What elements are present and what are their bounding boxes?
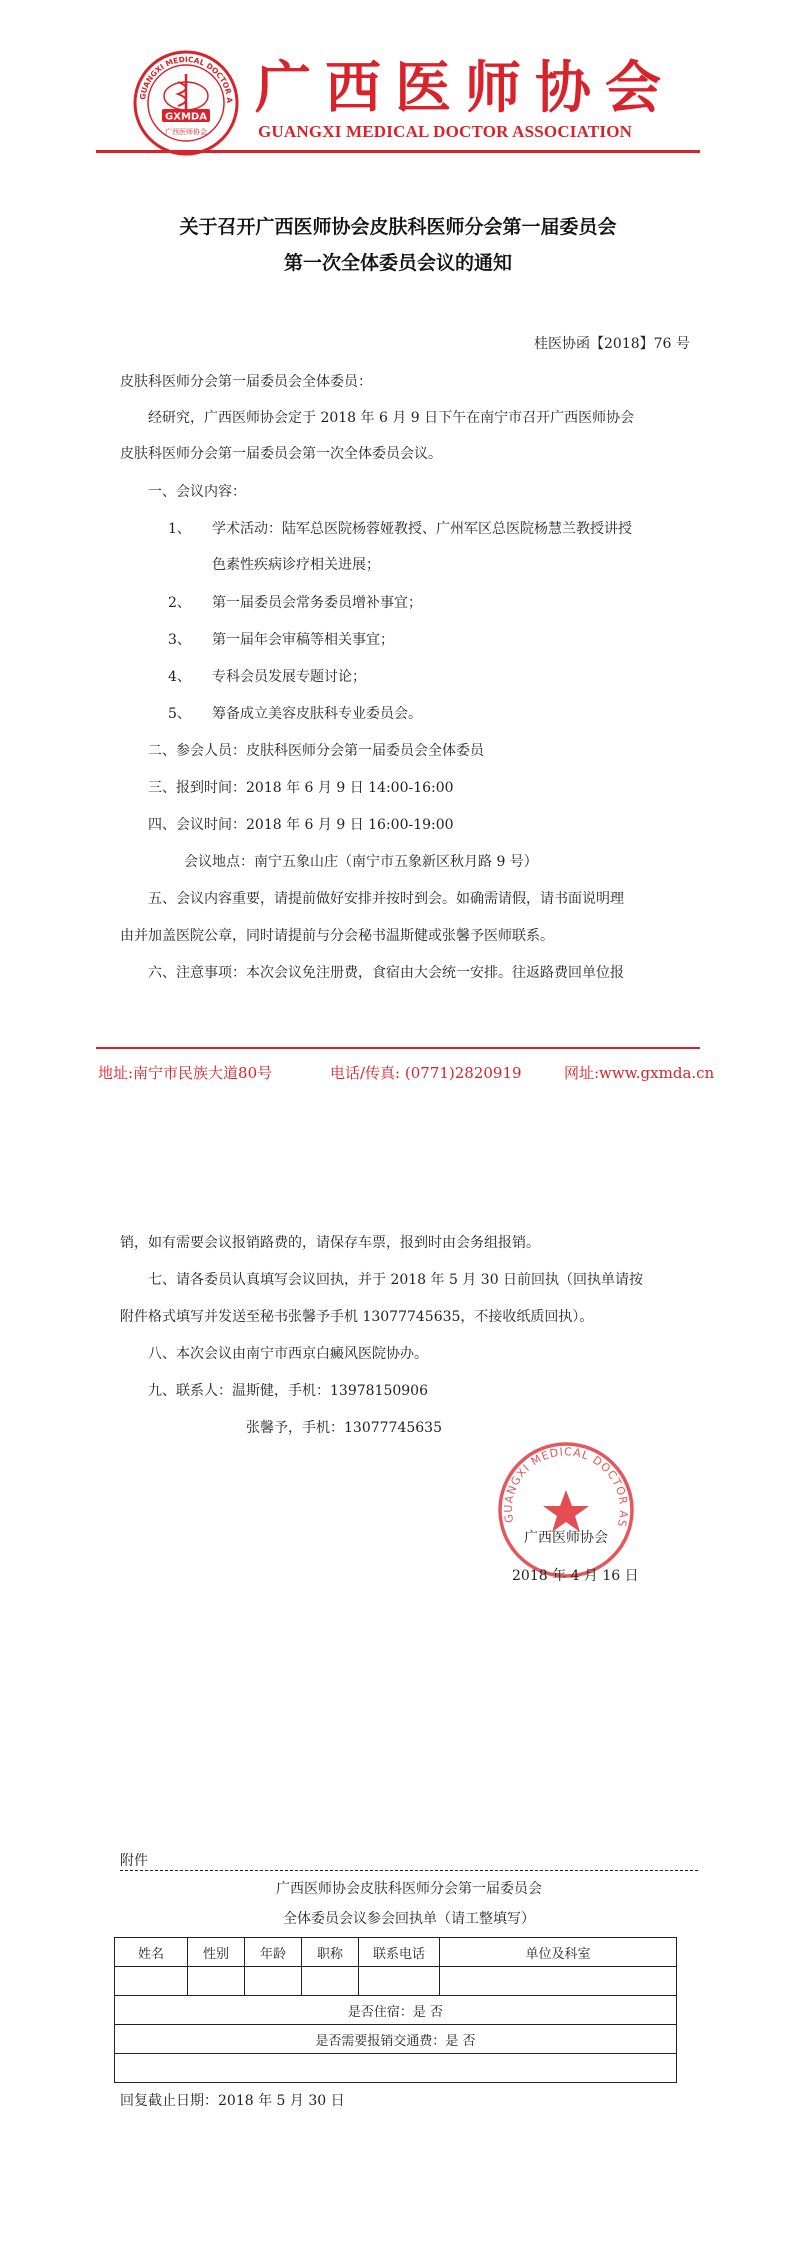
section3-checkin: 三、报到时间：2018 年 6 月 9 日 14:00-16:00 bbox=[148, 780, 454, 796]
agenda-item-number: 5、 bbox=[168, 706, 191, 722]
agenda-item-text: 学术活动：陆军总医院杨蓉娅教授、广州军区总医院杨慧兰教授讲授 bbox=[212, 521, 632, 537]
salutation: 皮肤科医师分会第一届委员会全体委员： bbox=[120, 374, 372, 390]
column-header: 性别 bbox=[188, 1938, 245, 1967]
logo-abbr: GXMDA bbox=[165, 111, 207, 123]
signature-date: 2018 年 4 月 16 日 bbox=[512, 1568, 639, 1584]
blank-row[interactable] bbox=[115, 2054, 677, 2083]
agenda-item-text: 筹备成立美容皮肤科专业委员会。 bbox=[212, 706, 422, 722]
attachment-title-line2: 全体委员会议参会回执单（请工整填写） bbox=[283, 1911, 535, 1927]
agenda-item-number: 2、 bbox=[168, 595, 191, 611]
intro-line1: 经研究，广西医师协会定于 2018 年 6 月 9 日下午在南宁市召开广西医师协会 bbox=[148, 410, 635, 426]
association-logo bbox=[133, 50, 239, 156]
section7-line1: 七、请各委员认真填写会议回执，并于 2018 年 5 月 30 日前回执（回执单请按 bbox=[148, 1272, 644, 1288]
section2-attendees: 二、参会人员：皮肤科医师分会第一届委员会全体委员 bbox=[148, 743, 484, 759]
footer-address: 地址:南宁市民族大道80号 bbox=[98, 1064, 273, 1082]
title-cell[interactable] bbox=[302, 1967, 359, 1996]
section1-title: 一、会议内容： bbox=[148, 484, 246, 500]
reimburse-question[interactable]: 是否需要报销交通费：是 否 bbox=[115, 2025, 677, 2054]
document-number: 桂医协函【2018】76 号 bbox=[534, 336, 690, 352]
seal-ring-text: GUANGXI MEDICAL DOCTOR AS bbox=[501, 1445, 631, 1529]
section7-line2: 附件格式填写并发送至秘书张馨予手机 13077745635，不接收纸质回执）。 bbox=[120, 1309, 594, 1325]
section4-meeting-time: 四、会议时间：2018 年 6 月 9 日 16:00-19:00 bbox=[148, 817, 454, 833]
header-divider bbox=[96, 150, 700, 153]
phone-cell[interactable] bbox=[359, 1967, 440, 1996]
section6-line2: 销，如有需要会议报销路费的，请保存车票，报到时由会务组报销。 bbox=[120, 1235, 540, 1251]
agenda-item-text: 专科会员发展专题讨论； bbox=[212, 669, 366, 685]
agenda-item-number: 1、 bbox=[168, 521, 191, 537]
reply-form-table bbox=[114, 1937, 677, 2083]
footer-website: 网址:www.gxmda.cn bbox=[564, 1064, 715, 1082]
logo-bottom-text: 广西医师协会 bbox=[165, 128, 207, 136]
column-header: 职称 bbox=[302, 1938, 359, 1967]
gender-cell[interactable] bbox=[188, 1967, 245, 1996]
notice-title-line2: 第一次全体委员会议的通知 bbox=[283, 252, 512, 274]
column-header: 单位及科室 bbox=[440, 1938, 677, 1967]
table-row bbox=[115, 2054, 677, 2083]
section9-contact1: 九、联系人：温斯健，手机：13978150906 bbox=[148, 1383, 428, 1399]
agenda-item-text-cont: 色素性疾病诊疗相关进展； bbox=[212, 557, 380, 573]
table-row bbox=[115, 1967, 677, 1996]
section6-line1: 六、注意事项：本次会议免注册费，食宿由大会统一安排。往返路费回单位报 bbox=[148, 965, 624, 981]
table-row bbox=[115, 2025, 677, 2054]
org-name-english: GUANGXI MEDICAL DOCTOR ASSOCIATION bbox=[258, 122, 633, 141]
section5-line2: 由并加盖医院公章，同时请提前与分会秘书温斯健或张馨予医师联系。 bbox=[120, 928, 554, 944]
section9-contact2: 张馨予，手机：13077745635 bbox=[246, 1420, 442, 1436]
agenda-item-number: 4、 bbox=[168, 669, 191, 685]
official-seal bbox=[496, 1440, 636, 1580]
agenda-item-text: 第一届年会审稿等相关事宜； bbox=[212, 632, 394, 648]
age-cell[interactable] bbox=[245, 1967, 302, 1996]
column-header: 联系电话 bbox=[359, 1938, 440, 1967]
footer-phone: 电话/传真: (0771)2820919 bbox=[330, 1064, 522, 1082]
agenda-item-number: 3、 bbox=[168, 632, 191, 648]
column-header: 姓名 bbox=[115, 1938, 188, 1967]
logo-ring-text: GUANGXI MEDICAL DOCTOR A bbox=[138, 54, 235, 104]
agenda-item-text: 第一届委员会常务委员增补事宜； bbox=[212, 595, 422, 611]
intro-line2: 皮肤科医师分会第一届委员会第一次全体委员会议。 bbox=[120, 446, 442, 462]
section8-cohost: 八、本次会议由南宁市西京白癜风医院协办。 bbox=[148, 1346, 428, 1362]
meeting-venue: 会议地点：南宁五象山庄（南宁市五象新区秋月路 9 号） bbox=[184, 854, 538, 870]
reply-deadline: 回复截止日期：2018 年 5 月 30 日 bbox=[120, 2093, 345, 2109]
notice-title-line1: 关于召开广西医师协会皮肤科医师分会第一届委员会 bbox=[179, 216, 617, 238]
unit-cell[interactable] bbox=[440, 1967, 677, 1996]
org-name-chinese: 广西医师协会 bbox=[255, 55, 675, 121]
column-header: 年龄 bbox=[245, 1938, 302, 1967]
section5-line1: 五、会议内容重要，请提前做好安排并按时到会。如确需请假，请书面说明理 bbox=[148, 891, 624, 907]
signature-organization: 广西医师协会 bbox=[524, 1530, 608, 1546]
name-cell[interactable] bbox=[115, 1967, 188, 1996]
attachment-title-line1: 广西医师协会皮肤科医师分会第一届委员会 bbox=[276, 1881, 542, 1897]
footer-divider bbox=[96, 1047, 700, 1049]
lodging-question[interactable]: 是否住宿：是 否 bbox=[115, 1996, 677, 2025]
attachment-dashed-line bbox=[120, 1870, 698, 1871]
attachment-label: 附件 bbox=[120, 1853, 148, 1869]
table-header-row bbox=[115, 1938, 677, 1967]
star-icon bbox=[543, 1490, 589, 1532]
table-row bbox=[115, 1996, 677, 2025]
